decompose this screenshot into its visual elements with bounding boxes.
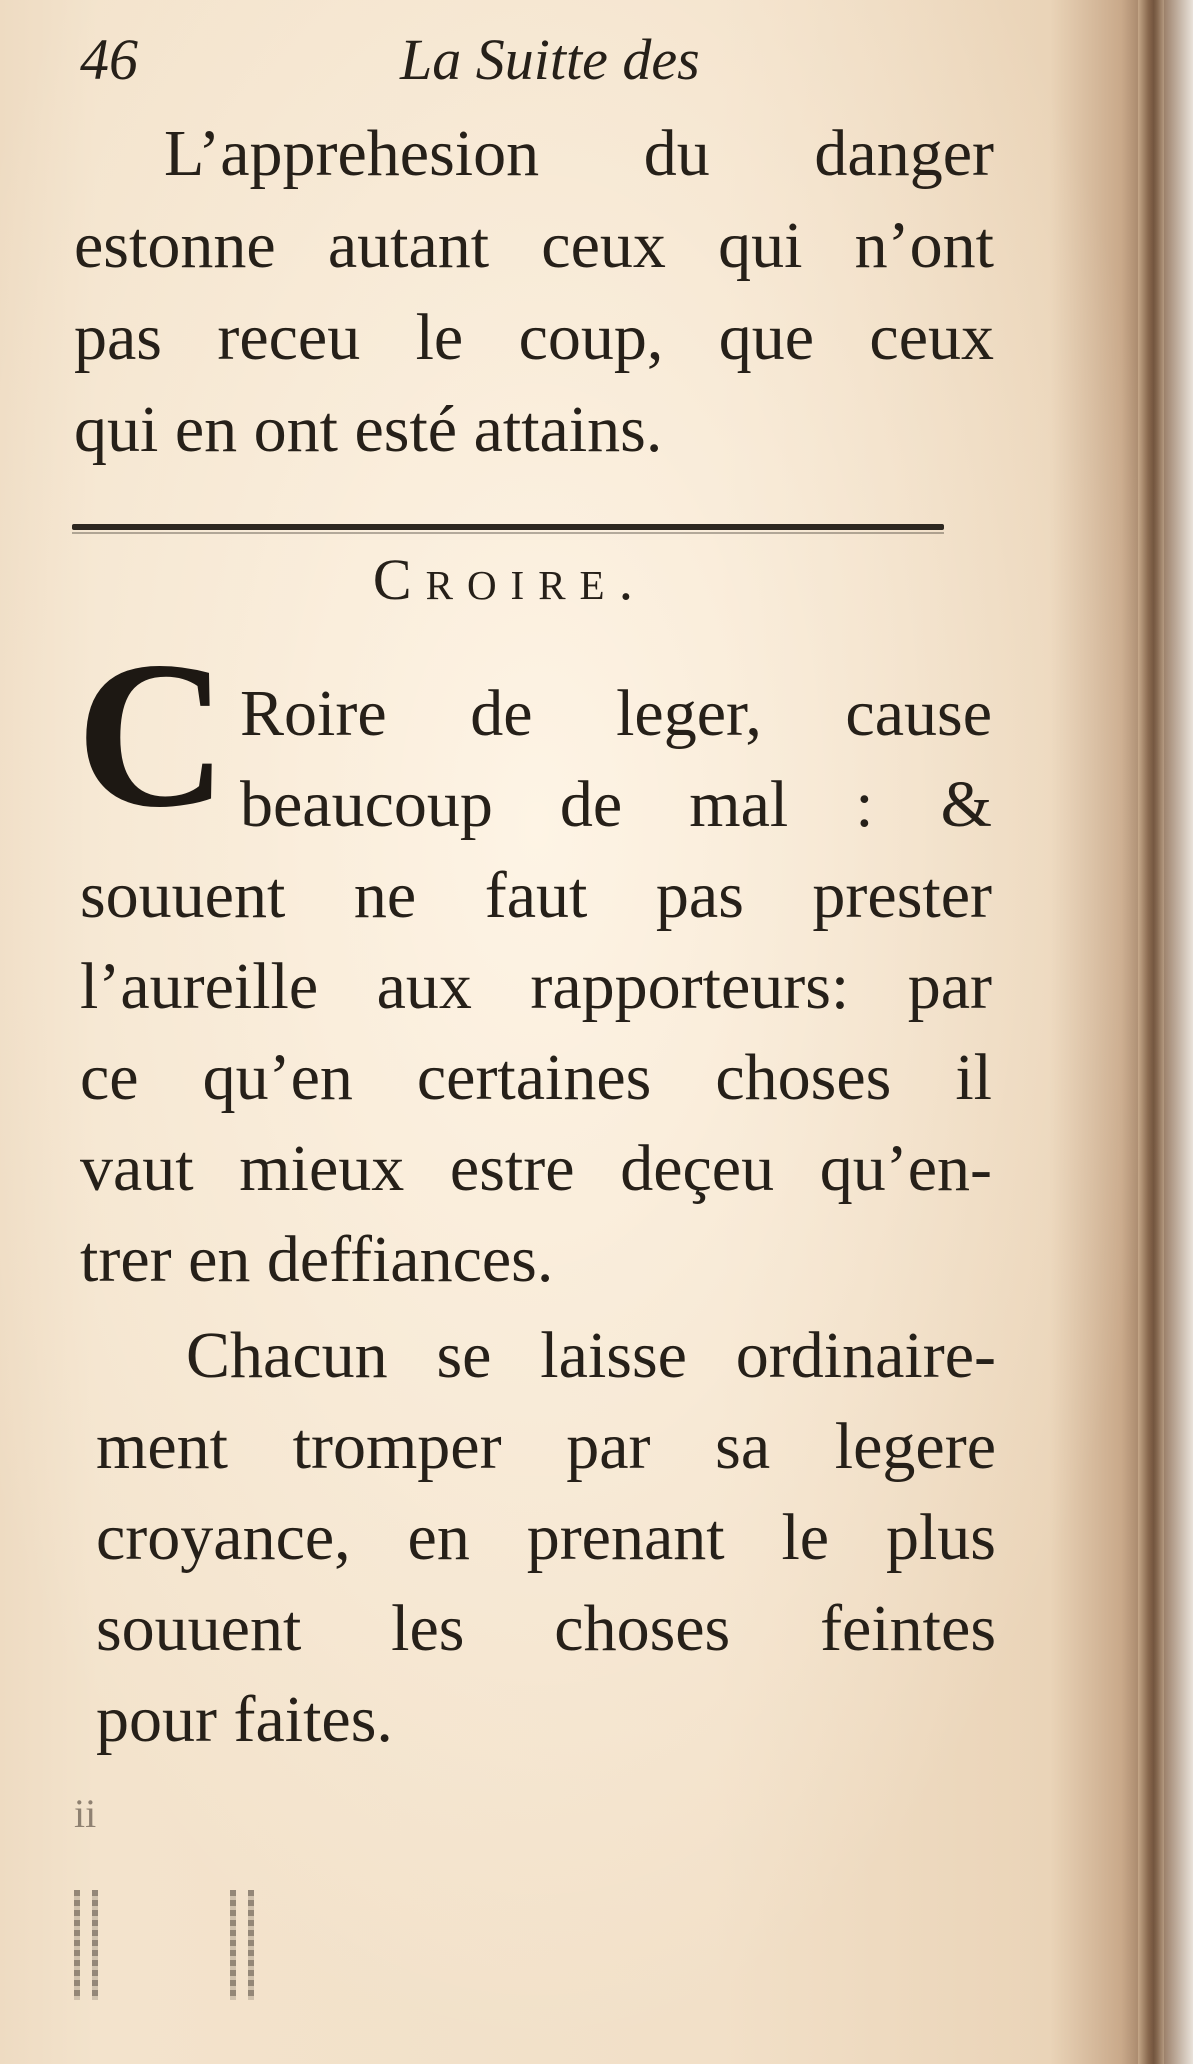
text-line: qui en ont esté attains. — [74, 393, 663, 466]
text-line: Chacun se laisse ordinaire- — [186, 1319, 996, 1392]
text-line: ment tromper par sa legere — [96, 1410, 996, 1483]
text-line: beaucoup de mal : & — [240, 768, 992, 841]
paragraph-chacun — [96, 1310, 996, 1765]
text-line: pas receu le coup, que ceux — [74, 301, 994, 374]
press-mark-left — [70, 1890, 110, 2000]
text-line: trer en deffiances. — [80, 1223, 554, 1296]
paragraph-croire — [80, 668, 992, 1305]
text-line: vaut mieux estre deçeu qu’en- — [80, 1132, 992, 1205]
section-heading: Croire. — [372, 547, 648, 612]
text-line: souuent les choses feintes — [96, 1592, 996, 1665]
page-header — [80, 20, 980, 100]
text-line: L’apprehesion du danger — [164, 117, 994, 190]
text-line: croyance, en prenant le plus — [96, 1501, 996, 1574]
text-line: ce qu’en certaines choses il — [80, 1041, 992, 1114]
text-line: l’aureille aux rapporteurs: par — [80, 950, 992, 1023]
page-gutter-edge — [1138, 0, 1164, 2064]
paragraph-apprehension — [74, 108, 994, 476]
text-line: Roire de leger, cause — [240, 677, 992, 750]
signature-mark: ii — [74, 1791, 97, 1836]
running-title: La Suitte des — [400, 27, 700, 92]
section-divider-rule — [72, 524, 944, 530]
press-mark-right — [226, 1890, 266, 2000]
text-line: estonne autant ceux qui n’ont — [74, 209, 994, 282]
drop-capital: C — [76, 619, 228, 851]
page-number: 46 — [80, 27, 138, 92]
text-line: souuent ne faut pas prester — [80, 859, 992, 932]
text-line: pour faites. — [96, 1683, 393, 1756]
